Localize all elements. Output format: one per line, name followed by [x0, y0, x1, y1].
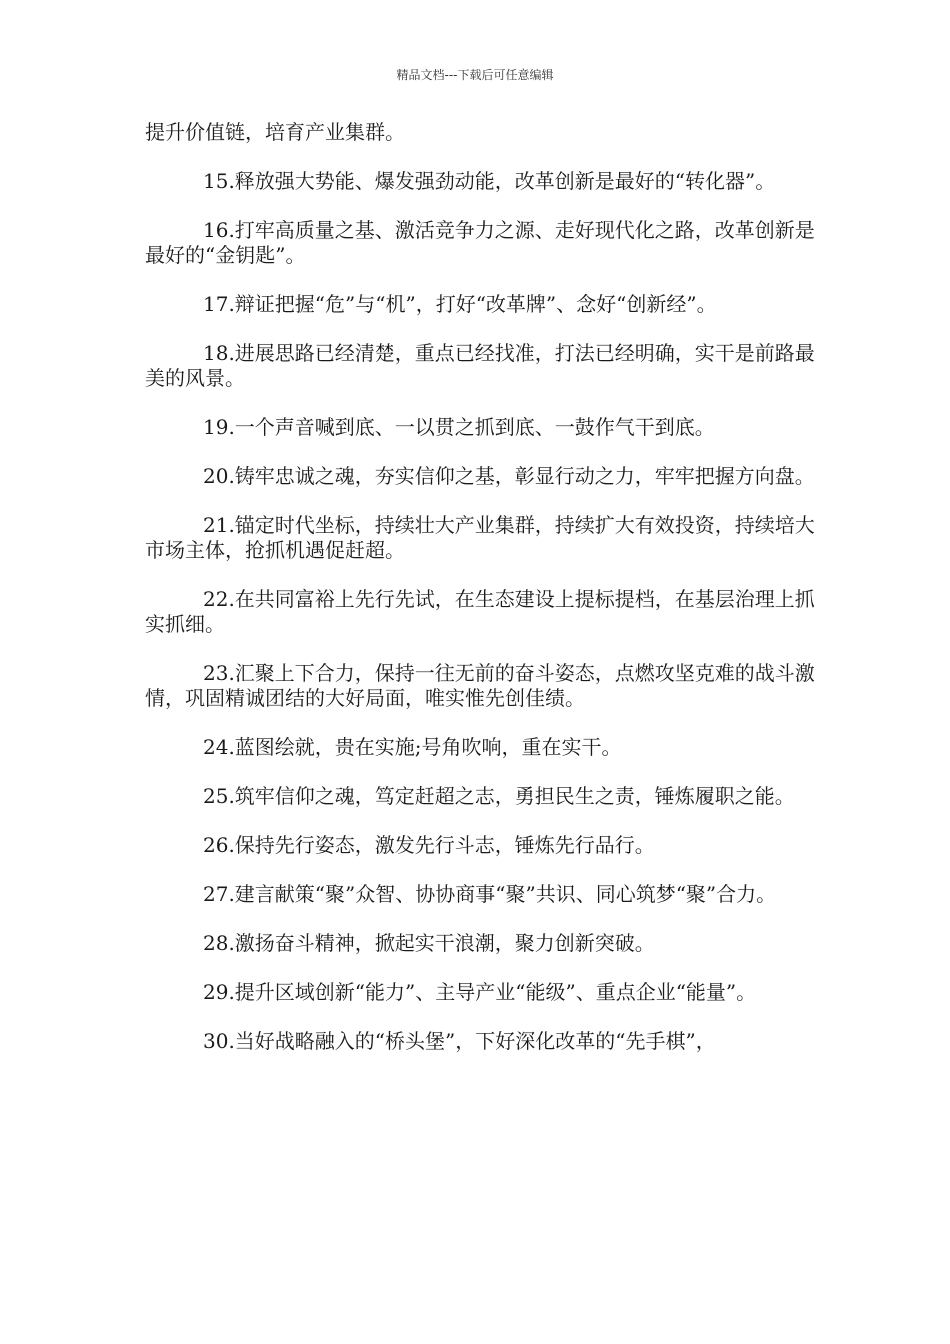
paragraph-27: 27.建言献策“聚”众智、协协商事“聚”共识、同心筑梦“聚”合力。 — [203, 882, 777, 906]
paragraph-15: 15.释放强大势能、爆发强劲动能，改革创新是最好的“转化器”。 — [203, 169, 776, 193]
paragraph-24: 24.蓝图绘就，贵在实施;号角吹响，重在实干。 — [203, 735, 622, 759]
paragraph-18: 18.进展思路已经清楚，重点已经找准，打法已经明确，实干是前路最美的风景。 — [145, 341, 815, 390]
page-header: 精品文档---下载后可任意编辑 — [396, 68, 554, 82]
paragraph-17: 17.辩证把握“危”与“机”，打好“改革牌”、念好“创新经”。 — [203, 292, 717, 316]
paragraph-23: 23.汇聚上下合力，保持一往无前的奋斗姿态，点燃攻坚克难的战斗激情，巩固精诚团结的大好局面，唯实惟先创佳绩。 — [145, 661, 815, 710]
paragraph-25: 25.筑牢信仰之魂，笃定赶超之志，勇担民生之责，锤炼履职之能。 — [203, 784, 795, 808]
paragraph-19: 19.一个声音喊到底、一以贯之抓到底、一鼓作气干到底。 — [203, 415, 715, 439]
paragraph-30: 30.当好战略融入的“桥头堡”，下好深化改革的“先手棋”， — [203, 1029, 716, 1053]
paragraph-continued: 提升价值链，培育产业集群。 — [145, 120, 405, 144]
paragraph-16: 16.打牢高质量之基、激活竞争力之源、走好现代化之路，改革创新是最好的“金钥匙”。 — [145, 218, 815, 267]
paragraph-28: 28.激扬奋斗精神，掀起实干浪潮，聚力创新突破。 — [203, 931, 655, 955]
paragraph-29: 29.提升区域创新“能力”、主导产业“能级”、重点企业“能量”。 — [203, 980, 757, 1004]
document-body — [145, 120, 815, 1054]
paragraph-21: 21.锚定时代坐标，持续壮大产业集群，持续扩大有效投资，持续培大市场主体，抢抓机遇促赶超。 — [145, 513, 815, 562]
paragraph-22: 22.在共同富裕上先行先试，在生态建设上提标提档，在基层治理上抓实抓细。 — [145, 587, 815, 636]
paragraph-26: 26.保持先行姿态，激发先行斗志，锤炼先行品行。 — [203, 833, 655, 857]
paragraph-20: 20.铸牢忠诚之魂，夯实信仰之基，彰显行动之力，牢牢把握方向盘。 — [203, 464, 815, 488]
